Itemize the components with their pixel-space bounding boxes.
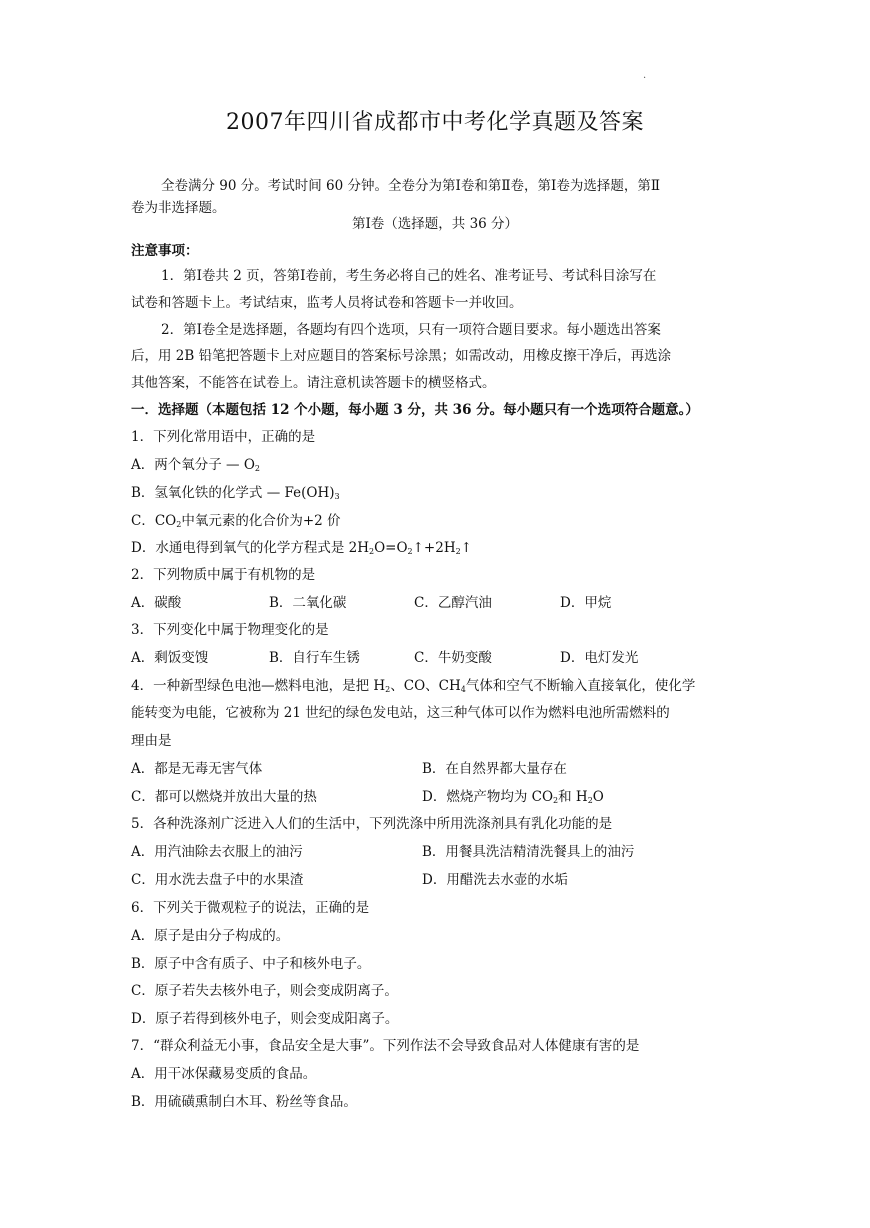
q1-d-sub2: 2 xyxy=(407,547,413,556)
q7-option-a: A．用干冰保藏易变质的食品。 xyxy=(131,1066,317,1082)
note-2-line-1: 2．第Ⅰ卷全是选择题，各题均有四个选项，只有一项符合题目要求。每小题选出答案 xyxy=(161,322,661,338)
q1-a-sub: 2 xyxy=(254,464,260,473)
q6-stem: 6．下列关于微观粒子的说法，正确的是 xyxy=(131,900,370,916)
q6-option-b: B．原子中含有质子、中子和核外电子。 xyxy=(131,956,371,972)
q4-d-sub1: 2 xyxy=(553,796,559,805)
q1-option-d xyxy=(131,538,472,562)
q1-d-mid: O=O xyxy=(374,540,408,556)
q4-option-b: B．在自然界都大量存在 xyxy=(422,761,567,777)
q7-option-b: B．用硫磺熏制白木耳、粉丝等食品。 xyxy=(131,1094,357,1110)
q5-option-c: C．用水洗去盘子中的水果渣 xyxy=(131,872,304,888)
q1-option-a xyxy=(131,455,260,479)
q2-option-b: B．二氧化碳 xyxy=(269,595,347,611)
q1-b-text: B．氢氧化铁的化学式 — Fe(OH) xyxy=(131,485,335,501)
q3-option-b: B．自行车生锈 xyxy=(269,650,360,666)
q1-option-c xyxy=(131,511,341,535)
q3-stem: 3．下列变化中属于物理变化的是 xyxy=(131,622,329,638)
q1-d-mid2: ↑+2H xyxy=(412,540,456,556)
q4-option-c: C．都可以燃烧并放出大量的热 xyxy=(131,789,317,805)
section-title: 第Ⅰ卷（选择题，共 36 分） xyxy=(351,216,519,232)
header-dot: . xyxy=(643,70,647,81)
q4-stem-line-2: 能转变为电能，它被称为 21 世纪的绿色发电站，这三种气体可以作为燃料电池所需燃料的 xyxy=(131,705,670,721)
q1-b-sub: 3 xyxy=(334,492,340,501)
note-2-line-3: 其他答案，不能答在试卷上。请注意机读答题卡的横竖格式。 xyxy=(131,375,496,391)
part1-heading: 一．选择题（本题包括 12 个小题，每小题 3 分，共 36 分。每小题只有一个选项符合题意。） xyxy=(131,402,699,418)
q4-option-a: A．都是无毒无害气体 xyxy=(131,761,263,777)
q1-c-pre: C．CO xyxy=(131,513,177,529)
q4-l1-post: 气体和空气不断输入直接氧化，使化学 xyxy=(465,678,696,694)
note-2-line-2: 后，用 2B 铅笔把答题卡上对应题目的答案标号涂黑；如需改动，用橡皮擦干净后，再选涂 xyxy=(131,348,672,364)
q2-option-c: C．乙醇汽油 xyxy=(414,595,492,611)
q6-option-a: A．原子是由分子构成的。 xyxy=(131,928,290,944)
q3-option-a: A．剩饭变馊 xyxy=(131,650,209,666)
q4-option-d xyxy=(422,787,604,811)
q6-option-d: D．原子若得到核外电子，则会变成阳离子。 xyxy=(131,1011,399,1027)
q4-l1-sub1: 2 xyxy=(385,685,391,694)
q4-stem-line-3: 理由是 xyxy=(131,733,172,749)
q3-option-c: C．牛奶变酸 xyxy=(414,650,492,666)
q3-option-d: D．电灯发光 xyxy=(560,650,639,666)
intro-line-2: 卷为非选择题。 xyxy=(131,200,226,216)
q1-d-pre: D．水通电得到氧气的化学方程式是 2H xyxy=(131,540,369,556)
q4-l1-mid: 、CO、CH xyxy=(390,678,461,694)
q4-d-mid: 和 H xyxy=(558,789,588,805)
q1-d-sub3: 2 xyxy=(455,547,461,556)
q1-c-post: 中氧元素的化合价为+2 价 xyxy=(181,513,341,529)
q7-stem: 7．“群众利益无小事，食品安全是大事”。下列作法不会导致食品对人体健康有害的是 xyxy=(131,1038,640,1054)
note-1-line-2: 试卷和答题卡上。考试结束，监考人员将试卷和答题卡一并收回。 xyxy=(131,295,523,311)
q4-d-pre: D．燃烧产物均为 CO xyxy=(422,789,554,805)
q4-d-post: O xyxy=(592,789,604,805)
q2-option-d: D．甲烷 xyxy=(560,595,612,611)
q4-l1-sub2: 4 xyxy=(460,685,466,694)
q1-d-sub1: 2 xyxy=(368,547,375,556)
notes-heading: 注意事项： xyxy=(131,243,199,259)
intro-line-1: 全卷满分 90 分。考试时间 60 分钟。全卷分为第Ⅰ卷和第Ⅱ卷，第Ⅰ卷为选择题，第Ⅱ xyxy=(161,178,661,194)
q4-d-sub2: 2 xyxy=(587,796,593,805)
q5-option-b: B．用餐具洗洁精清洗餐具上的油污 xyxy=(422,844,635,860)
q4-l1-pre: 4．一种新型绿色电池—燃料电池，是把 H xyxy=(131,678,386,694)
q2-stem: 2．下列物质中属于有机物的是 xyxy=(131,567,316,583)
q6-option-c: C．原子若失去核外电子，则会变成阴离子。 xyxy=(131,983,398,999)
note-1-line-1: 1．第Ⅰ卷共 2 页，答第Ⅰ卷前，考生务必将自己的姓名、准考证号、考试科目涂写在 xyxy=(161,268,657,284)
q1-c-sub: 2 xyxy=(176,520,182,529)
q1-a-text: A．两个氧分子 — O xyxy=(131,457,255,473)
q4-stem-line-1 xyxy=(131,676,695,700)
q5-stem: 5．各种洗涤剂广泛进入人们的生活中，下列洗涤中所用洗涤剂具有乳化功能的是 xyxy=(131,816,613,832)
page-title: 2007年四川省成都市中考化学真题及答案 xyxy=(226,110,644,135)
q5-option-d: D．用醋洗去水壶的水垢 xyxy=(422,872,568,888)
q5-option-a: A．用汽油除去衣服上的油污 xyxy=(131,844,303,860)
q1-stem: 1．下列化常用语中，正确的是 xyxy=(131,429,316,445)
q1-option-b xyxy=(131,483,340,507)
q2-option-a: A．碳酸 xyxy=(131,595,182,611)
q1-d-post: ↑ xyxy=(460,540,473,556)
